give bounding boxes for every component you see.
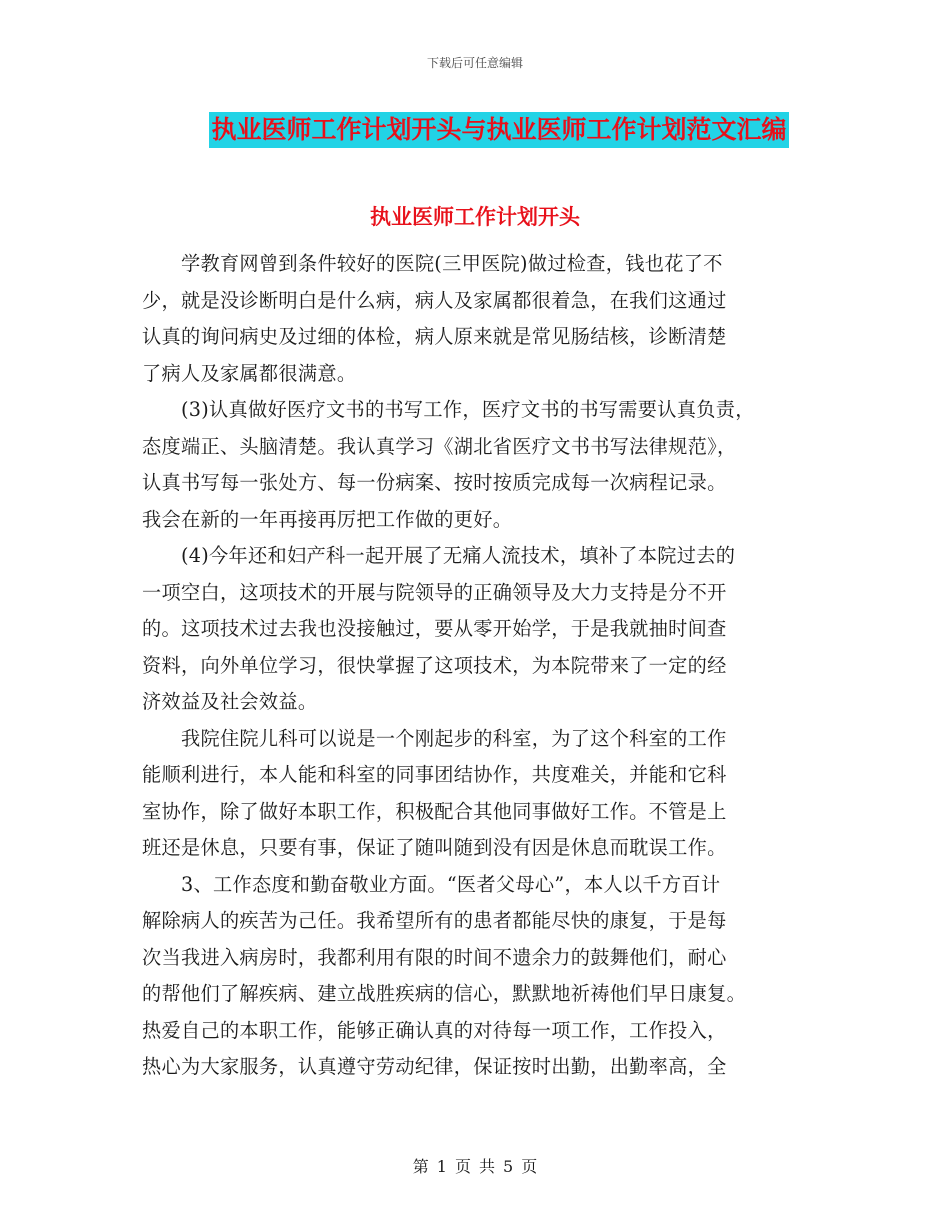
text-line: 少，就是没诊断明白是什么病，病人及家属都很着急，在我们这通过 bbox=[142, 288, 727, 312]
paragraph bbox=[142, 867, 812, 1086]
text-line: 的。这项技术过去我也没接触过，要从零开始学，于是我就抽时间查 bbox=[142, 617, 727, 640]
text-line: 认真的询问病史及过细的体检，病人原来就是常见肠结核，诊断清楚 bbox=[142, 325, 727, 348]
text-line: 能顺利进行，本人能和科室的同事团结协作，共度难关，并能和它科 bbox=[142, 763, 727, 786]
text-line: 我院住院儿科可以说是一个刚起步的科室，为了这个科室的工作 bbox=[142, 726, 727, 750]
page-number: 1 bbox=[436, 1157, 447, 1176]
text-line: 了病人及家属都很满意。 bbox=[142, 361, 357, 385]
text-line: 次当我进入病房时，我都利用有限的时间不遗余力的鼓舞他们，耐心 bbox=[142, 945, 727, 969]
paragraph bbox=[142, 721, 812, 867]
page-footer bbox=[0, 1154, 950, 1177]
text-line: 学教育网曾到条件较好的医院(三甲医院)做过检查，钱也花了不 bbox=[142, 252, 723, 275]
text-line: (3)认真做好医疗文书的书写工作，医疗文书的书写需要认真负责， bbox=[142, 398, 755, 421]
text-line: 一项空白，这项技术的开展与院领导的正确领导及大力支持是分不开 bbox=[142, 580, 727, 604]
text-line: 热爱自己的本职工作，能够正确认真的对待每一项工作，工作投入， bbox=[142, 1018, 727, 1042]
body-text bbox=[142, 246, 812, 1086]
text-line: 解除病人的疾苦为己任。我希望所有的患者都能尽快的康复，于是每 bbox=[142, 909, 727, 932]
document-title: 执业医师工作计划开头与执业医师工作计划范文汇编 bbox=[209, 112, 788, 148]
text-line: 认真书写每一张处方、每一份病案、按时按质完成每一次病程记录。 bbox=[142, 471, 727, 494]
footer-page-word: 页 bbox=[454, 1157, 471, 1176]
footer-total-prefix: 共 bbox=[479, 1157, 496, 1176]
text-line: 3、工作态度和勤奋敬业方面。“医者父母心”，本人以千方百计 bbox=[142, 872, 721, 896]
section-title: 执业医师工作计划开头 bbox=[370, 205, 580, 229]
text-line: 的帮他们了解疾病、建立战胜疾病的信心，默默地祈祷他们早日康复。 bbox=[142, 982, 747, 1005]
text-line: 资料，向外单位学习，很快掌握了这项技术，为本院带来了一定的经 bbox=[142, 653, 727, 677]
text-line: 我会在新的一年再接再厉把工作做的更好。 bbox=[142, 507, 513, 531]
main-title-container bbox=[0, 112, 950, 148]
footer-prefix: 第 bbox=[412, 1157, 429, 1176]
text-line: 热心为大家服务，认真遵守劳动纪律，保证按时出勤，出勤率高，全 bbox=[142, 1055, 727, 1078]
paragraph bbox=[142, 246, 812, 392]
text-line: 室协作，除了做好本职工作，积极配合其他同事做好工作。不管是上 bbox=[142, 799, 727, 823]
paragraph bbox=[142, 392, 812, 538]
header-note: 下载后可任意编辑 bbox=[426, 56, 523, 70]
total-pages: 5 bbox=[503, 1157, 514, 1176]
text-line: 态度端正、头脑清楚。我认真学习《湖北省医疗文书书写法律规范》， bbox=[142, 434, 737, 458]
text-line: 班还是休息，只要有事，保证了随叫随到没有因是休息而耽误工作。 bbox=[142, 836, 727, 859]
paragraph bbox=[142, 538, 812, 721]
text-line: (4)今年还和妇产科一起开展了无痛人流技术，填补了本院过去的 bbox=[142, 544, 736, 567]
text-line: 济效益及社会效益。 bbox=[142, 690, 318, 713]
footer-suffix: 页 bbox=[521, 1157, 538, 1176]
